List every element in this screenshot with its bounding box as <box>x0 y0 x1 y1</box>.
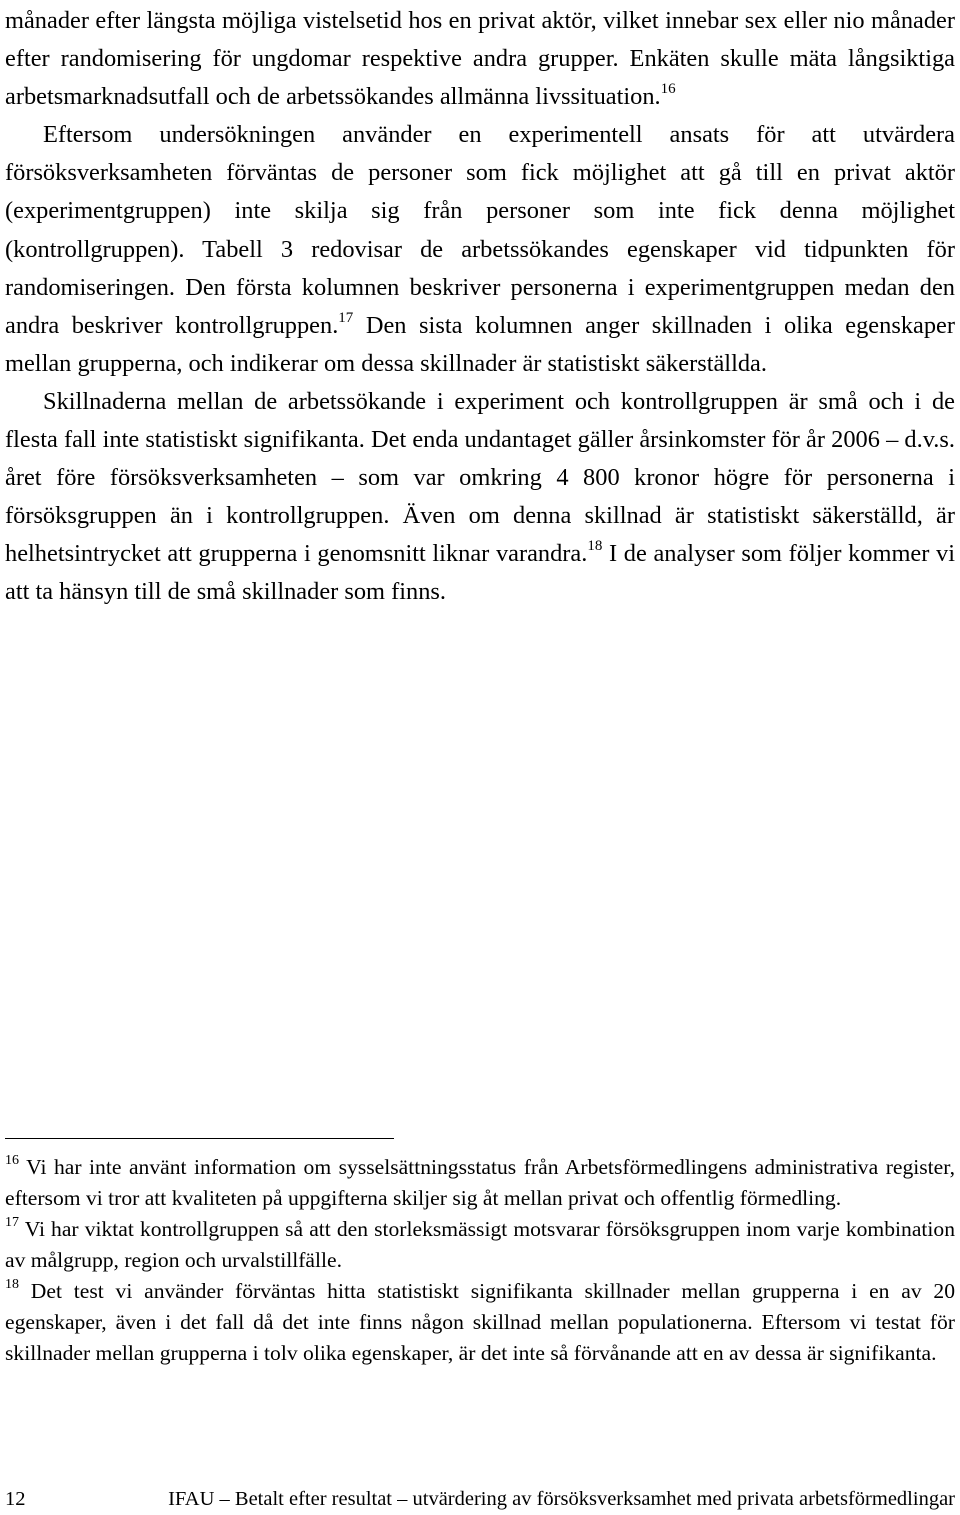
body-text <box>5 2 955 612</box>
footnote-separator <box>5 1138 394 1139</box>
footnote-16 <box>5 1152 955 1214</box>
paragraph-2-text-a: Eftersom undersökningen använder en experimentell ansats för att utvärdera försöksverksamheten förväntas de personer som fick möjlighet att gå till en privat aktör (experimentgruppen) inte skilja sig från personer som inte fick denna möjlighet (kontrollgruppen). Tabell 3 redovisar de arbetssökandes egenskaper vid tidpunkten för randomiseringen. Den första kolumnen beskriver personerna i experimentgruppen medan den andra beskriver kontrollgruppen. <box>5 121 955 339</box>
running-title: IFAU – Betalt efter resultat – utvärdering av försöksverksamhet med privata arbetsförmedlingar <box>168 1488 955 1510</box>
paragraph-3 <box>5 383 955 612</box>
paragraph-1 <box>5 2 955 116</box>
footnote-17 <box>5 1214 955 1276</box>
footnotes <box>5 1152 955 1369</box>
footnote-text: Det test vi använder förväntas hitta statistiskt signifikanta skillnader mellan grupperna i en av 20 egenskaper, även i det fall då det inte finns någon skillnad mellan populationerna. Eftersom vi testat för skillnader mellan grupperna i tolv olika egenskaper, är det inte så förvånande att en av dessa är signifikanta. <box>5 1279 955 1365</box>
footnote-18 <box>5 1276 955 1369</box>
paragraph-3-text-a: Skillnaderna mellan de arbetssökande i experiment och kontrollgruppen är små och i de flesta fall inte statistiskt signifikanta. Det enda undantaget gäller årsinkomster för år 2006 – d.v.s. året före försöksverksamheten – som var omkring 4 800 kronor högre för personerna i försöksgruppen än i kontrollgruppen. Även om denna skillnad är statistiskt säkerställd, är helhetsintrycket att grupperna i genomsnitt liknar varandra. <box>5 387 955 568</box>
paragraph-2-text-b: Den sista kolumnen anger skillnaden i olika egenskaper mellan grupperna, och indikerar om dessa skillnader är statistiskt säkerställda. <box>5 311 955 377</box>
footnote-text: Vi har inte använt information om sysselsättningsstatus från Arbetsförmedlingens administrativa register, eftersom vi tror att kvaliteten på uppgifterna skiljer sig åt mellan privat och offentlig förmedling. <box>5 1155 955 1210</box>
paragraph-3-text-b: I de analyser som följer kommer vi att ta hänsyn till de små skillnader som finns. <box>5 540 955 606</box>
footnote-text: Vi har viktat kontrollgruppen så att den storleksmässigt motsvarar försöksgruppen inom varje kombination av målgrupp, region och urvalstillfälle. <box>5 1217 955 1272</box>
footnote-ref-18[interactable]: 18 <box>587 538 603 555</box>
paragraph-1-text: månader efter längsta möjliga vistelsetid hos en privat aktör, vilket innebar sex eller nio månader efter randomisering för ungdomar respektive andra grupper. Enkäten skulle mäta långsiktiga arbetsmarknadsutfall och de arbetssökandes allmänna livssituation. <box>5 7 955 111</box>
footnote-number: 16 <box>5 1153 19 1168</box>
paragraph-2 <box>5 116 955 383</box>
footnote-number: 18 <box>5 1277 19 1292</box>
footnote-number: 17 <box>5 1215 19 1230</box>
footnote-ref-17[interactable]: 17 <box>338 309 354 326</box>
footnote-ref-16[interactable]: 16 <box>660 81 676 98</box>
page-number: 12 <box>5 1488 26 1510</box>
page-footer <box>5 1485 955 1515</box>
